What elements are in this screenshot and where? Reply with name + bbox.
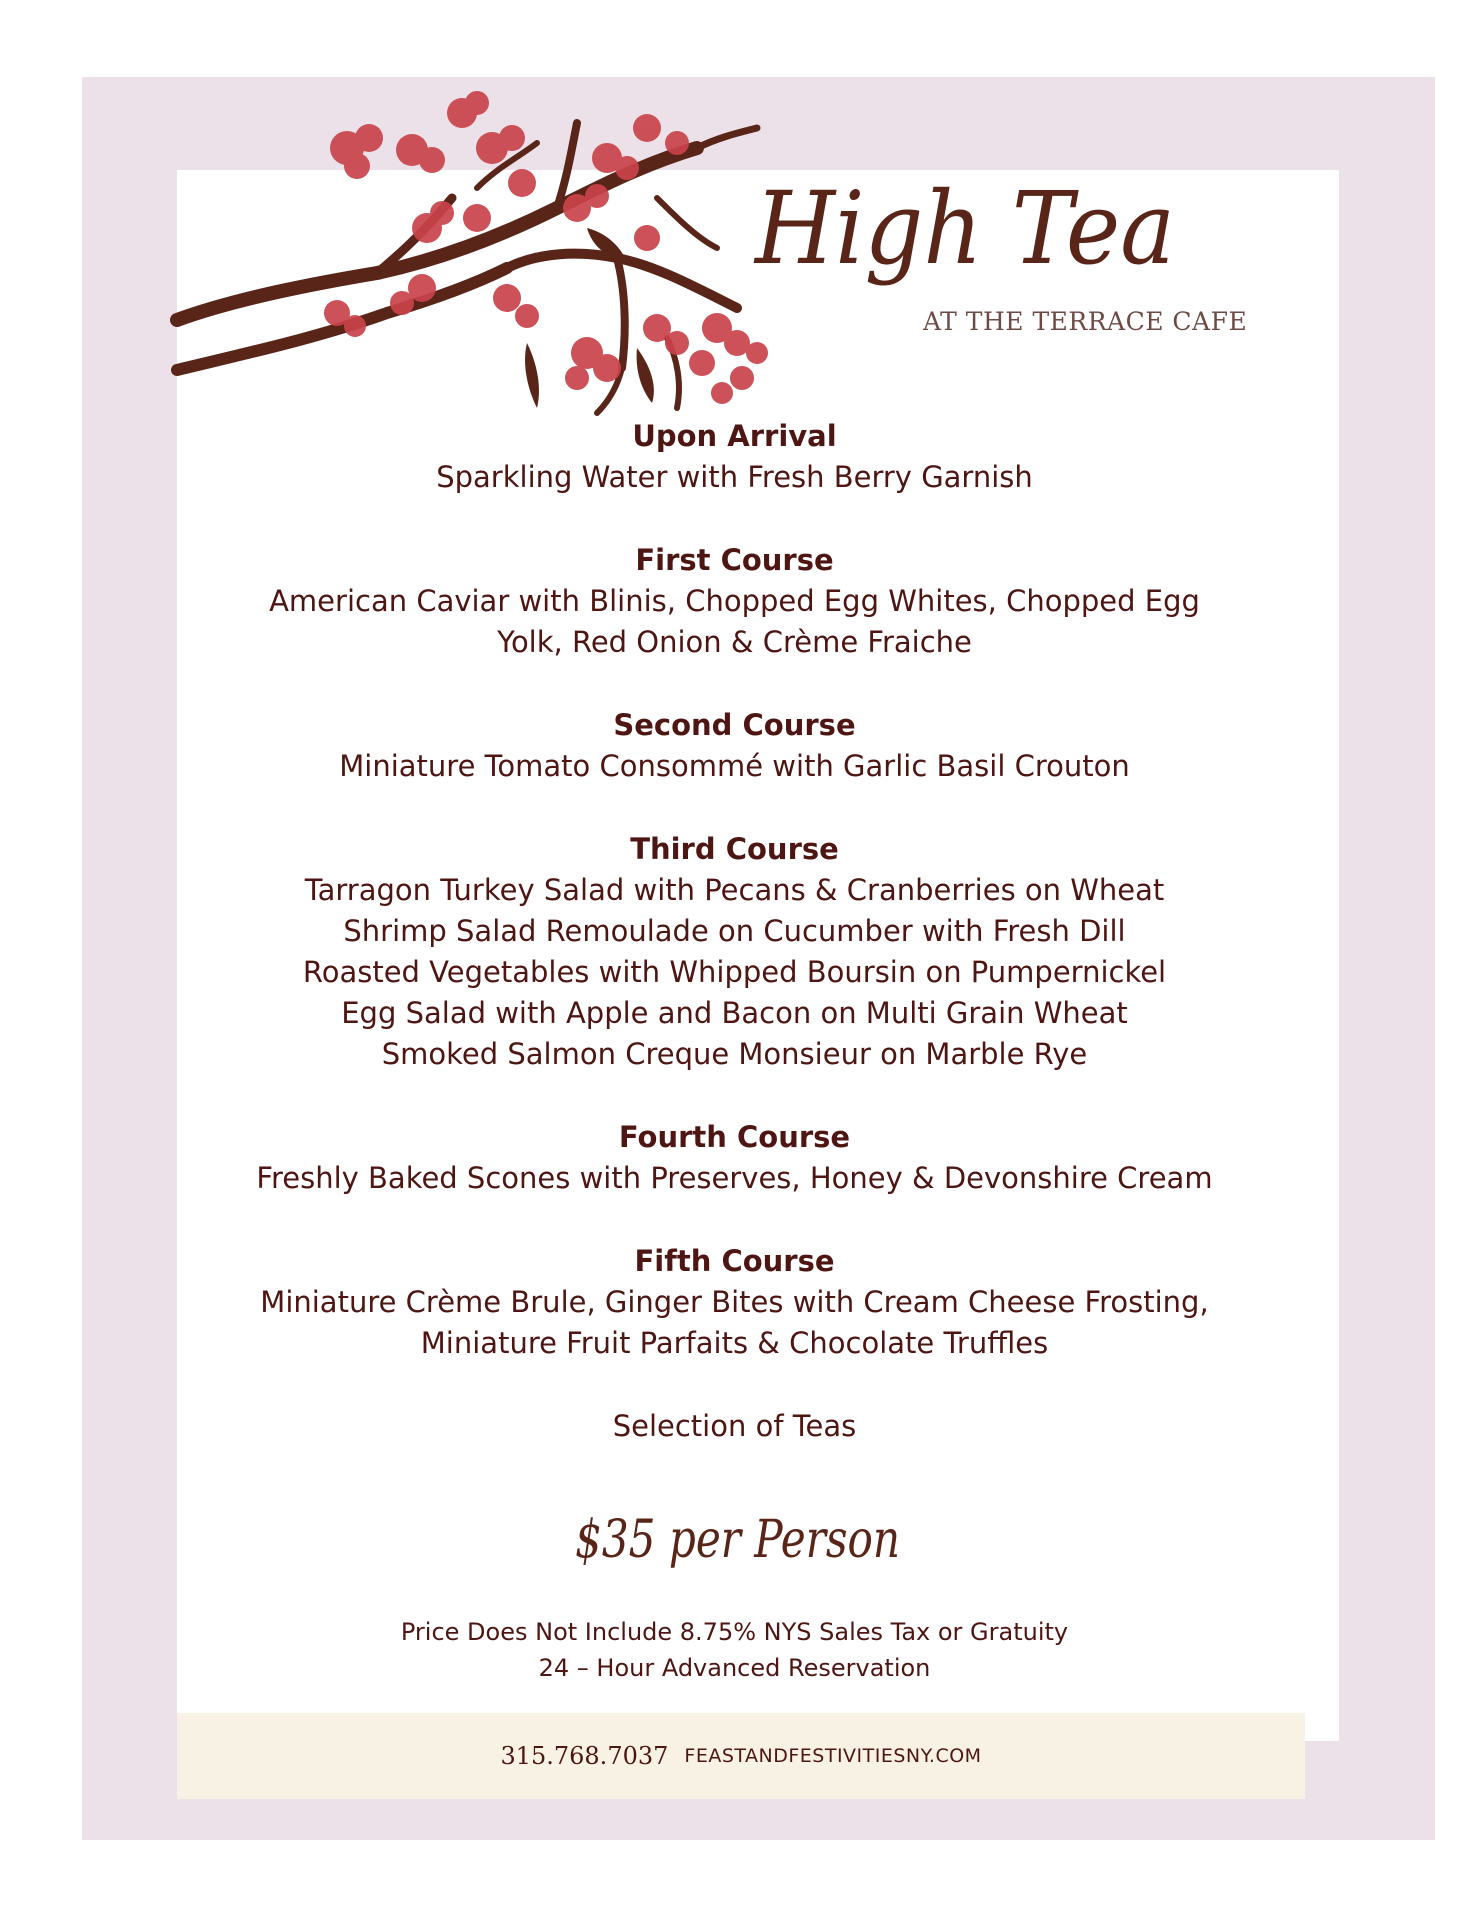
course-item: Shrimp Salad Remoulade on Cucumber with Fresh Dill: [343, 914, 1126, 948]
cherry-blossom-branch-illustration: [177, 88, 797, 418]
course-upon-arrival: [177, 416, 1292, 498]
price-text: $35 per Person: [575, 1510, 900, 1570]
course-item: Miniature Fruit Parfaits & Chocolate Truffles: [420, 1326, 1049, 1360]
tax-note: Price Does Not Include 8.75% NYS Sales Tax or Gratuity: [400, 1618, 1069, 1646]
course-item: Freshly Baked Scones with Preserves, Honey & Devonshire Cream: [256, 1161, 1213, 1195]
course-title: Upon Arrival: [632, 419, 837, 453]
page-title: [745, 158, 1205, 308]
website-link[interactable]: FEASTANDFESTIVITIESNY.COM: [684, 1745, 982, 1767]
course-title: Fourth Course: [618, 1120, 851, 1154]
course-item: Smoked Salmon Creque Monsieur on Marble Rye: [381, 1037, 1088, 1071]
course-item: Egg Salad with Apple and Bacon on Multi Grain Wheat: [341, 996, 1128, 1030]
course-item: Tarragon Turkey Salad with Pecans & Cranberries on Wheat: [304, 873, 1165, 907]
course-item: Yolk, Red Onion & Crème Fraiche: [497, 625, 972, 659]
page-subtitle: AT THE TERRACE CAFE: [923, 307, 1248, 336]
course-title: Third Course: [630, 832, 839, 866]
menu-courses: [177, 416, 1292, 1447]
course-second: [177, 705, 1292, 787]
course-title: First Course: [635, 543, 834, 577]
course-item: Roasted Vegetables with Whipped Boursin on Pumpernickel: [302, 955, 1167, 989]
course-title: Fifth Course: [634, 1244, 835, 1278]
course-third: [177, 829, 1292, 1075]
footer-contact: [177, 1713, 1305, 1799]
course-fourth: [177, 1117, 1292, 1199]
course-item: American Caviar with Blinis, Chopped Egg Whites, Chopped Egg: [269, 584, 1200, 618]
course-item: Miniature Crème Brule, Ginger Bites with Cream Cheese Frosting,: [260, 1285, 1209, 1319]
course-title: Second Course: [613, 708, 856, 742]
page-title-text: High Tea: [753, 170, 1175, 287]
reservation-note: 24 – Hour Advanced Reservation: [538, 1654, 931, 1682]
teas-line: Selection of Teas: [612, 1409, 857, 1443]
course-fifth: [177, 1241, 1292, 1364]
price-notes: [177, 1614, 1292, 1686]
price: [570, 1492, 910, 1582]
course-item: Sparkling Water with Fresh Berry Garnish: [436, 460, 1033, 494]
course-item: Miniature Tomato Consommé with Garlic Basil Crouton: [339, 749, 1130, 783]
course-first: [177, 540, 1292, 663]
phone-number[interactable]: 315.768.7037: [500, 1742, 669, 1770]
